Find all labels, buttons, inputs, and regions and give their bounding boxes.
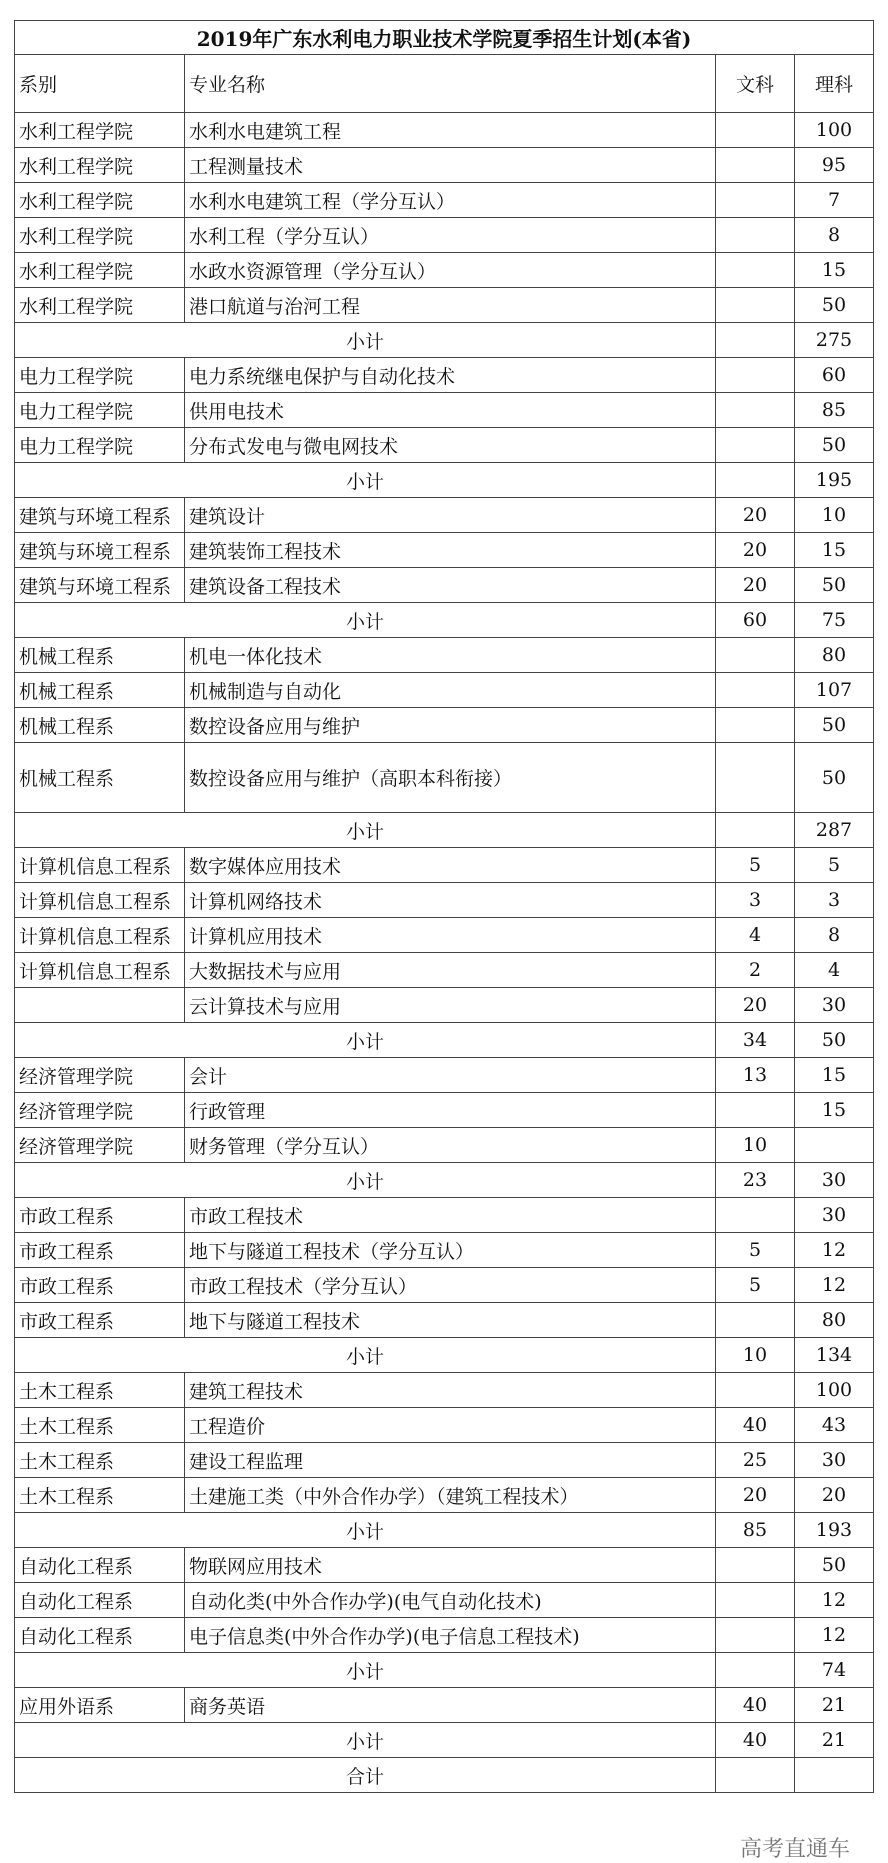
li-count-cell: 50 [795,743,874,813]
major-cell: 土建施工类（中外合作办学）（建筑工程技术） [185,1478,716,1513]
subtotal-li: 195 [795,463,874,498]
dept-cell: 市政工程系 [15,1303,185,1338]
table-row [15,1443,874,1478]
wen-count-cell [716,253,795,288]
subtotal-li: 75 [795,603,874,638]
wen-count-cell: 5 [716,848,795,883]
li-count-cell: 30 [795,1198,874,1233]
li-count-cell: 95 [795,148,874,183]
table-row [15,1268,874,1303]
table-row [15,1618,874,1653]
wen-count-cell: 20 [716,498,795,533]
dept-cell: 自动化工程系 [15,1548,185,1583]
wen-count-cell [716,1548,795,1583]
table-row [15,393,874,428]
table-row [15,708,874,743]
dept-cell: 电力工程学院 [15,358,185,393]
wen-count-cell: 40 [716,1688,795,1723]
table-row [15,148,874,183]
major-cell: 建筑设计 [185,498,716,533]
table-row [15,183,874,218]
subtotal-label: 小计 [15,1653,716,1688]
major-cell: 计算机应用技术 [185,918,716,953]
major-cell: 云计算技术与应用 [185,988,716,1023]
wen-count-cell: 20 [716,988,795,1023]
wen-count-cell [716,393,795,428]
dept-cell: 计算机信息工程系 [15,848,185,883]
table-row [15,918,874,953]
watermark-text: 高考直通车 [740,1837,851,1862]
subtotal-label: 小计 [15,813,716,848]
wen-count-cell: 20 [716,533,795,568]
table-title: 2019年广东水利电力职业技术学院夏季招生计划(本省) [15,21,874,55]
table-row [15,1548,874,1583]
li-count-cell: 5 [795,848,874,883]
li-count-cell [795,1128,874,1163]
subtotal-row [15,323,874,358]
subtotal-label: 小计 [15,463,716,498]
major-cell: 建筑设备工程技术 [185,568,716,603]
dept-cell: 自动化工程系 [15,1583,185,1618]
major-cell: 工程造价 [185,1408,716,1443]
major-cell: 建筑装饰工程技术 [185,533,716,568]
subtotal-row [15,1163,874,1198]
major-cell: 计算机网络技术 [185,883,716,918]
major-cell: 会计 [185,1058,716,1093]
li-count-cell: 30 [795,1443,874,1478]
li-count-cell: 50 [795,708,874,743]
major-cell: 市政工程技术（学分互认） [185,1268,716,1303]
subtotal-wen: 23 [716,1163,795,1198]
wen-count-cell [716,743,795,813]
li-count-cell: 50 [795,1548,874,1583]
table-row [15,1688,874,1723]
table-row [15,638,874,673]
major-cell: 地下与隧道工程技术（学分互认） [185,1233,716,1268]
dept-cell: 建筑与环境工程系 [15,533,185,568]
li-count-cell: 12 [795,1618,874,1653]
major-cell: 水利工程（学分互认） [185,218,716,253]
table-title-row [15,21,874,55]
wen-count-cell: 20 [716,568,795,603]
dept-cell: 经济管理学院 [15,1058,185,1093]
major-cell: 工程测量技术 [185,148,716,183]
subtotal-label: 小计 [15,1338,716,1373]
table-row [15,1093,874,1128]
subtotal-row [15,813,874,848]
wen-count-cell [716,1198,795,1233]
li-count-cell: 4 [795,953,874,988]
wen-count-cell [716,1093,795,1128]
dept-cell: 电力工程学院 [15,428,185,463]
wen-count-cell [716,113,795,148]
header-dept: 系别 [15,55,185,113]
li-count-cell: 21 [795,1688,874,1723]
subtotal-wen [716,463,795,498]
wen-count-cell [716,1373,795,1408]
table-row [15,953,874,988]
dept-cell: 土木工程系 [15,1443,185,1478]
major-cell: 水政水资源管理（学分互认） [185,253,716,288]
subtotal-wen: 10 [716,1338,795,1373]
subtotal-wen: 40 [716,1723,795,1758]
major-cell: 建设工程监理 [185,1443,716,1478]
li-count-cell: 85 [795,393,874,428]
subtotal-row [15,463,874,498]
wen-count-cell: 13 [716,1058,795,1093]
li-count-cell: 7 [795,183,874,218]
total-li [795,1758,874,1793]
table-row [15,113,874,148]
major-cell: 机电一体化技术 [185,638,716,673]
subtotal-label: 小计 [15,1023,716,1058]
enrollment-plan-table [14,20,874,1793]
total-row [15,1758,874,1793]
subtotal-li: 21 [795,1723,874,1758]
li-count-cell: 12 [795,1268,874,1303]
wen-count-cell [716,708,795,743]
wen-count-cell: 2 [716,953,795,988]
dept-cell: 建筑与环境工程系 [15,498,185,533]
wen-count-cell: 10 [716,1128,795,1163]
header-li: 理科 [795,55,874,113]
table-row [15,568,874,603]
dept-cell: 自动化工程系 [15,1618,185,1653]
li-count-cell: 10 [795,498,874,533]
table-row [15,1478,874,1513]
major-cell: 水利水电建筑工程（学分互认） [185,183,716,218]
wen-count-cell [716,1583,795,1618]
li-count-cell: 80 [795,638,874,673]
subtotal-label: 小计 [15,1723,716,1758]
major-cell: 市政工程技术 [185,1198,716,1233]
li-count-cell: 15 [795,253,874,288]
subtotal-row [15,1723,874,1758]
major-cell: 港口航道与治河工程 [185,288,716,323]
li-count-cell: 50 [795,288,874,323]
li-count-cell: 50 [795,428,874,463]
wen-count-cell [716,638,795,673]
major-cell: 电子信息类(中外合作办学)(电子信息工程技术) [185,1618,716,1653]
table-row [15,218,874,253]
dept-cell: 应用外语系 [15,1688,185,1723]
wen-count-cell: 3 [716,883,795,918]
table-row [15,428,874,463]
li-count-cell: 15 [795,533,874,568]
wen-count-cell: 20 [716,1478,795,1513]
major-cell: 数控设备应用与维护（高职本科衔接） [185,743,716,813]
table-row [15,533,874,568]
subtotal-label: 小计 [15,1163,716,1198]
dept-cell: 水利工程学院 [15,148,185,183]
li-count-cell: 30 [795,988,874,1023]
major-cell: 供用电技术 [185,393,716,428]
dept-cell: 土木工程系 [15,1478,185,1513]
dept-cell: 机械工程系 [15,743,185,813]
subtotal-wen [716,813,795,848]
dept-cell: 市政工程系 [15,1233,185,1268]
dept-cell: 计算机信息工程系 [15,883,185,918]
dept-cell: 水利工程学院 [15,183,185,218]
li-count-cell: 107 [795,673,874,708]
subtotal-li: 287 [795,813,874,848]
li-count-cell: 80 [795,1303,874,1338]
major-cell: 建筑工程技术 [185,1373,716,1408]
li-count-cell: 15 [795,1058,874,1093]
subtotal-li: 275 [795,323,874,358]
major-cell: 财务管理（学分互认） [185,1128,716,1163]
table-row [15,673,874,708]
table-row [15,498,874,533]
major-cell: 水利水电建筑工程 [185,113,716,148]
wen-count-cell: 5 [716,1233,795,1268]
li-count-cell: 8 [795,918,874,953]
li-count-cell: 100 [795,1373,874,1408]
subtotal-label: 小计 [15,1513,716,1548]
major-cell: 分布式发电与微电网技术 [185,428,716,463]
wen-count-cell [716,183,795,218]
li-count-cell: 3 [795,883,874,918]
table-row [15,988,874,1023]
li-count-cell: 20 [795,1478,874,1513]
li-count-cell: 43 [795,1408,874,1443]
dept-cell: 土木工程系 [15,1408,185,1443]
dept-cell: 建筑与环境工程系 [15,568,185,603]
li-count-cell: 60 [795,358,874,393]
wen-count-cell [716,218,795,253]
subtotal-li: 134 [795,1338,874,1373]
dept-cell: 计算机信息工程系 [15,918,185,953]
subtotal-li: 50 [795,1023,874,1058]
subtotal-row [15,1513,874,1548]
subtotal-wen: 85 [716,1513,795,1548]
li-count-cell: 12 [795,1233,874,1268]
header-wen: 文科 [716,55,795,113]
subtotal-li: 30 [795,1163,874,1198]
table-row [15,1408,874,1443]
major-cell: 商务英语 [185,1688,716,1723]
li-count-cell: 50 [795,568,874,603]
table-row [15,848,874,883]
wen-count-cell: 4 [716,918,795,953]
subtotal-li: 193 [795,1513,874,1548]
header-major: 专业名称 [185,55,716,113]
major-cell: 自动化类(中外合作办学)(电气自动化技术) [185,1583,716,1618]
table-row [15,288,874,323]
table-row [15,358,874,393]
dept-cell: 机械工程系 [15,673,185,708]
major-cell: 物联网应用技术 [185,1548,716,1583]
header-row [15,55,874,113]
table-row [15,253,874,288]
dept-cell: 水利工程学院 [15,288,185,323]
table-row [15,1233,874,1268]
wen-count-cell [716,358,795,393]
dept-cell: 市政工程系 [15,1268,185,1303]
table-row [15,743,874,813]
major-cell: 数字媒体应用技术 [185,848,716,883]
major-cell: 地下与隧道工程技术 [185,1303,716,1338]
table-row [15,1058,874,1093]
table-row [15,883,874,918]
dept-cell [15,988,185,1023]
wen-count-cell [716,428,795,463]
wen-count-cell [716,288,795,323]
subtotal-wen [716,323,795,358]
subtotal-li: 74 [795,1653,874,1688]
subtotal-row [15,1023,874,1058]
major-cell: 机械制造与自动化 [185,673,716,708]
table-row [15,1198,874,1233]
wen-count-cell: 40 [716,1408,795,1443]
li-count-cell: 15 [795,1093,874,1128]
dept-cell: 电力工程学院 [15,393,185,428]
wen-count-cell [716,1303,795,1338]
dept-cell: 土木工程系 [15,1373,185,1408]
dept-cell: 计算机信息工程系 [15,953,185,988]
subtotal-row [15,603,874,638]
total-wen [716,1758,795,1793]
li-count-cell: 100 [795,113,874,148]
wen-count-cell [716,148,795,183]
dept-cell: 水利工程学院 [15,253,185,288]
subtotal-row [15,1338,874,1373]
total-label: 合计 [15,1758,716,1793]
wen-count-cell [716,673,795,708]
dept-cell: 机械工程系 [15,708,185,743]
subtotal-row [15,1653,874,1688]
wen-count-cell: 5 [716,1268,795,1303]
li-count-cell: 12 [795,1583,874,1618]
major-cell: 行政管理 [185,1093,716,1128]
wen-count-cell: 25 [716,1443,795,1478]
dept-cell: 经济管理学院 [15,1093,185,1128]
subtotal-label: 小计 [15,603,716,638]
major-cell: 数控设备应用与维护 [185,708,716,743]
table-row [15,1128,874,1163]
major-cell: 大数据技术与应用 [185,953,716,988]
dept-cell: 水利工程学院 [15,113,185,148]
subtotal-wen [716,1653,795,1688]
dept-cell: 水利工程学院 [15,218,185,253]
dept-cell: 机械工程系 [15,638,185,673]
li-count-cell: 8 [795,218,874,253]
wen-count-cell [716,1618,795,1653]
subtotal-label: 小计 [15,323,716,358]
subtotal-wen: 60 [716,603,795,638]
dept-cell: 经济管理学院 [15,1128,185,1163]
major-cell: 电力系统继电保护与自动化技术 [185,358,716,393]
dept-cell: 市政工程系 [15,1198,185,1233]
table-row [15,1373,874,1408]
table-row [15,1583,874,1618]
subtotal-wen: 34 [716,1023,795,1058]
table-row [15,1303,874,1338]
